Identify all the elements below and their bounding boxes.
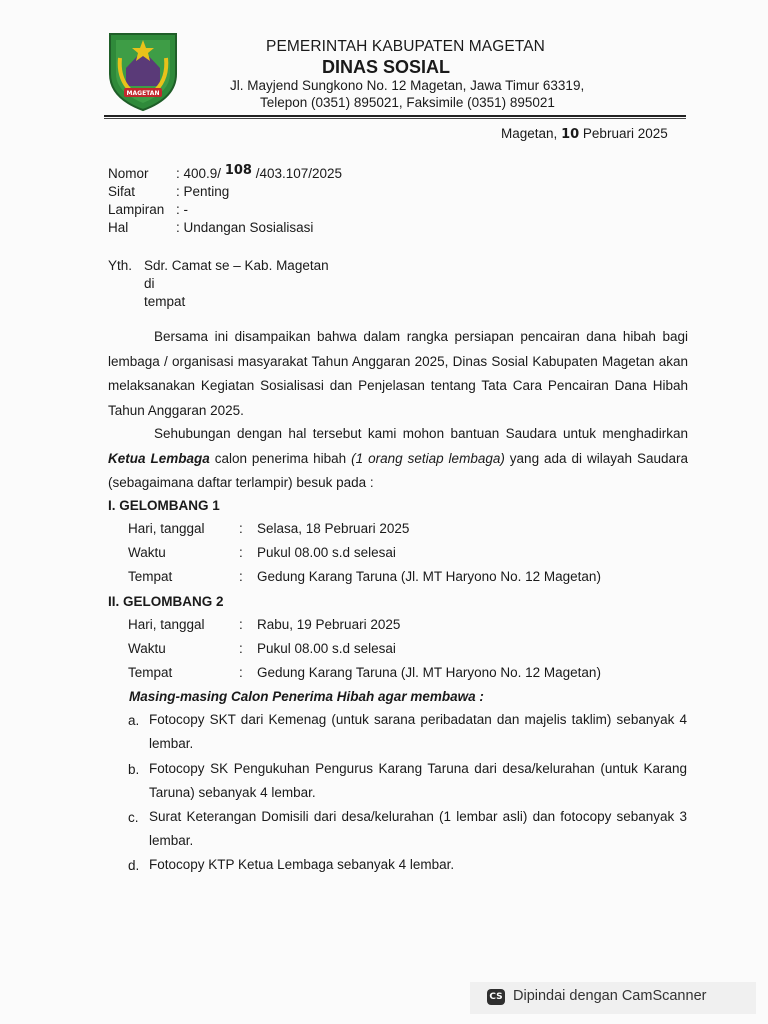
g2-waktu-value: Pukul 08.00 s.d selesai: [257, 641, 396, 656]
nomor-value: : 400.9/ 108 /403.107/2025: [176, 163, 343, 181]
paragraph-intro: Bersama ini disampaikan bahwa dalam rangka persiapan pencairan dana hibah bagi lembaga / organisasi masyarakat Tahun Anggaran 2025, Dinas Sosial Kabupaten Magetan akan melaksanakan Kegiatan Sosialisasi dan Penjelasan tentang Tata Cara Pencairan Dana Hibah Tahun Anggaran 2025.: [108, 329, 688, 418]
address-line: Jl. Mayjend Sungkono No. 12 Magetan, Jawa Timur 63319,: [230, 78, 585, 93]
agency-title: PEMERINTAH KABUPATEN MAGETAN: [266, 38, 545, 55]
g1-colon: :: [239, 569, 243, 584]
bawa-letter-c: c.: [128, 810, 139, 825]
g1-tempat-value: Gedung Karang Taruna (Jl. MT Haryono No. 12 Magetan): [257, 569, 601, 584]
g1-hari-value: Selasa, 18 Pebruari 2025: [257, 521, 410, 536]
gelombang-1-title: I. GELOMBANG 1: [108, 498, 220, 513]
g2-waktu-label: Waktu: [128, 641, 166, 656]
g1-tempat-label: Tempat: [128, 569, 173, 584]
camscanner-text: Dipindai dengan CamScanner: [513, 988, 707, 1004]
nomor-handwritten: 108: [224, 163, 252, 178]
nomor-label: Nomor: [108, 166, 149, 181]
g1-waktu-value: Pukul 08.00 s.d selesai: [257, 545, 396, 560]
g1-colon: :: [239, 545, 243, 560]
g2-tempat-label: Tempat: [128, 665, 173, 680]
bawa-letter-a: a.: [128, 713, 140, 728]
g2-tempat-value: Gedung Karang Taruna (Jl. MT Haryono No. 12 Magetan): [257, 665, 601, 680]
recipient-tempat: tempat: [144, 294, 186, 309]
paragraph-request: Sehubungan dengan hal tersebut kami mohon bantuan Saudara untuk menghadirkan Ketua Lembaga calon penerima hibah (1 orang setiap lembaga) yang ada di wilayah Saudara (sebagaimana daftar terlampir) besuk pada :: [108, 426, 688, 490]
gelombang-2-title: II. GELOMBANG 2: [108, 594, 224, 609]
bawa-heading: Masing-masing Calon Penerima Hibah agar membawa :: [129, 689, 484, 704]
date-day-handwritten: 10: [561, 127, 580, 142]
g2-hari-value: Rabu, 19 Pebruari 2025: [257, 617, 401, 632]
recipient-name: Sdr. Camat se – Kab. Magetan: [144, 258, 329, 273]
lampiran-value: : -: [176, 202, 188, 217]
date-month-year: Pebruari 2025: [582, 126, 668, 141]
department-title: DINAS SOSIAL: [322, 57, 451, 77]
g2-colon: :: [239, 665, 243, 680]
bawa-item-b: Fotocopy SK Pengukuhan Pengurus Karang Taruna dari desa/kelurahan (untuk Karang Taruna) sebanyak 4 lembar.: [149, 761, 687, 800]
g2-colon: :: [239, 641, 243, 656]
bawa-item-c: Surat Keterangan Domisili dari desa/kelurahan (1 lembar asli) dan fotocopy sebanyak 3 lembar.: [149, 809, 687, 848]
camscanner-logo-icon: CS: [487, 989, 505, 1005]
date-place: Magetan,: [501, 126, 558, 141]
contact-line: Telepon (0351) 895021, Faksimile (0351) 895021: [260, 95, 555, 110]
header-divider: [104, 115, 686, 117]
g1-hari-label: Hari, tanggal: [128, 521, 205, 536]
recipient-di: di: [144, 276, 155, 291]
bawa-item-a: Fotocopy SKT dari Kemenag (untuk sarana peribadatan dan majelis taklim) sebanyak 4 lembar.: [149, 712, 687, 751]
hal-value: : Undangan Sosialisasi: [176, 220, 314, 235]
g2-hari-label: Hari, tanggal: [128, 617, 205, 632]
magetan-coat-of-arms-logo: [104, 28, 182, 112]
g1-waktu-label: Waktu: [128, 545, 166, 560]
bawa-letter-d: d.: [128, 858, 140, 873]
bawa-letter-b: b.: [128, 762, 140, 777]
lampiran-label: Lampiran: [108, 202, 165, 217]
logo-text: MAGETAN: [126, 90, 160, 97]
hal-label: Hal: [108, 220, 129, 235]
sifat-value: : Penting: [176, 184, 230, 199]
letter-date: [501, 126, 668, 142]
header-divider-thin: [104, 118, 686, 119]
g2-colon: :: [239, 617, 243, 632]
recipient-yth: Yth.: [108, 258, 133, 273]
bawa-item-d: Fotocopy KTP Ketua Lembaga sebanyak 4 lembar.: [149, 857, 455, 872]
g1-colon: :: [239, 521, 243, 536]
sifat-label: Sifat: [108, 184, 136, 199]
